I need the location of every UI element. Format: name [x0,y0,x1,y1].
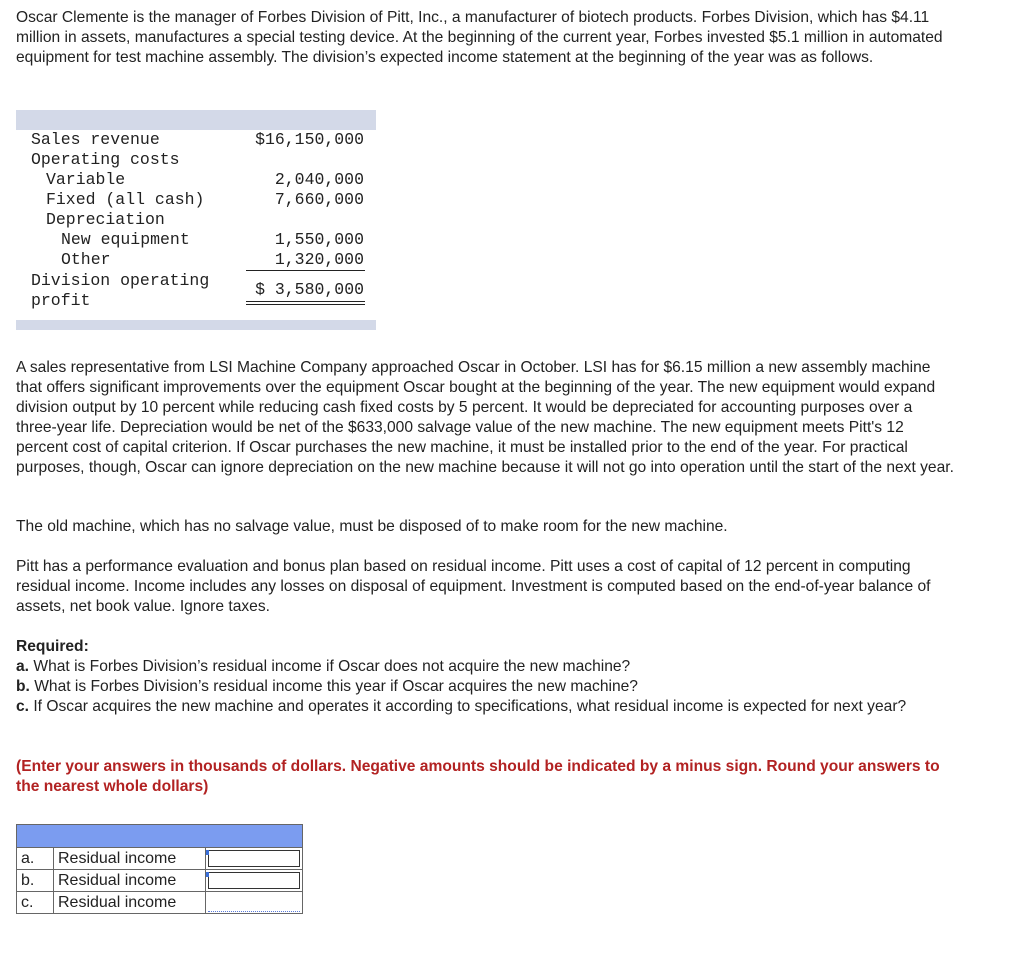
evaluation-paragraph: Pitt has a performance evaluation and bonus plan based on residual income. Pitt uses a cost of capital of 12 percent in computing residual income. Income includes any losses on disposal of equipment. Investment is computed based on the end-of-year balance of assets, net book value. Ignore taxes. [16,558,931,615]
variable-label: Variable [46,170,126,189]
new-equipment-value: 1,550,000 [274,230,364,249]
question-c: c. If Oscar acquires the new machine and operates it according to specifications, what residual income is expected for next year? [16,698,907,715]
profit-label-line2: profit [31,291,91,310]
answer-table-header [17,825,303,848]
residual-income-a-input[interactable] [208,850,300,867]
fixed-label: Fixed (all cash) [46,190,205,209]
table-bottom-band [16,320,376,330]
other-value: 1,320,000 [274,250,364,269]
required-section [16,637,956,717]
question-b: b. What is Forbes Division’s residual income this year if Oscar acquires the new machine? [16,678,638,695]
total-underline-1 [246,301,365,302]
row-label: Residual income [54,848,206,870]
problem-intro: Oscar Clemente is the manager of Forbes Division of Pitt, Inc., a manufacturer of biotech products. Forbes Division, which has $4.11 million in assets, manufactures a special testing device. At the beginning of the current year, Forbes invested $5.1 million in automated equipment for test machine assembly. The division’s expected income statement at the beginning of the year was as follows. [16,9,943,66]
fixed-value: 7,660,000 [274,190,364,209]
residual-income-b-input[interactable] [208,872,300,889]
old-machine-paragraph: The old machine, which has no salvage value, must be disposed of to make room for the new machine. [16,518,728,535]
sales-revenue-label: Sales revenue [31,130,160,149]
table-row [17,848,303,870]
income-statement [16,110,376,330]
answer-table [16,824,303,914]
input-marker-icon [206,872,209,877]
residual-income-c-input[interactable] [208,894,300,912]
row-label: Residual income [54,870,206,892]
lsi-offer-paragraph: A sales representative from LSI Machine Company approached Oscar in October. LSI has for $6.15 million a new assembly machine that offers significant improvements over the equipment Oscar bought at the beginning of the year. The new equipment would expand division output by 10 percent while reducing cash fixed costs by 5 percent. It would be depreciated for accounting purposes over a three-year life. Depreciation would be net of the $633,000 salvage value of the new machine. The new equipment meets Pitt's 12 percent cost of capital criterion. If Oscar purchases the new machine, it must be installed prior to the end of the year. For practical purposes, though, Oscar can ignore depreciation on the new machine because it will not go into operation until the start of the next year. [16,359,954,476]
operating-costs-label: Operating costs [31,150,180,169]
table-top-band [16,110,376,130]
row-letter: b. [17,870,54,892]
new-equipment-label: New equipment [61,230,190,249]
subtotal-underline [246,270,365,271]
profit-value: $ 3,580,000 [255,280,364,299]
variable-value: 2,040,000 [274,170,364,189]
profit-label-line1: Division operating [31,271,210,290]
required-heading: Required: [16,638,89,655]
depreciation-label: Depreciation [46,210,165,229]
other-label: Other [61,250,111,269]
table-row [17,892,303,914]
total-underline-2 [246,304,365,305]
row-letter: c. [17,892,54,914]
input-marker-icon [206,850,209,855]
table-row [17,870,303,892]
answer-instructions: (Enter your answers in thousands of dollars. Negative amounts should be indicated by a minus sign. Round your answers to the nearest whole dollars) [16,758,940,795]
row-label: Residual income [54,892,206,914]
sales-revenue-value: $16,150,000 [255,130,364,149]
row-letter: a. [17,848,54,870]
question-a: a. What is Forbes Division’s residual income if Oscar does not acquire the new machine? [16,658,631,675]
